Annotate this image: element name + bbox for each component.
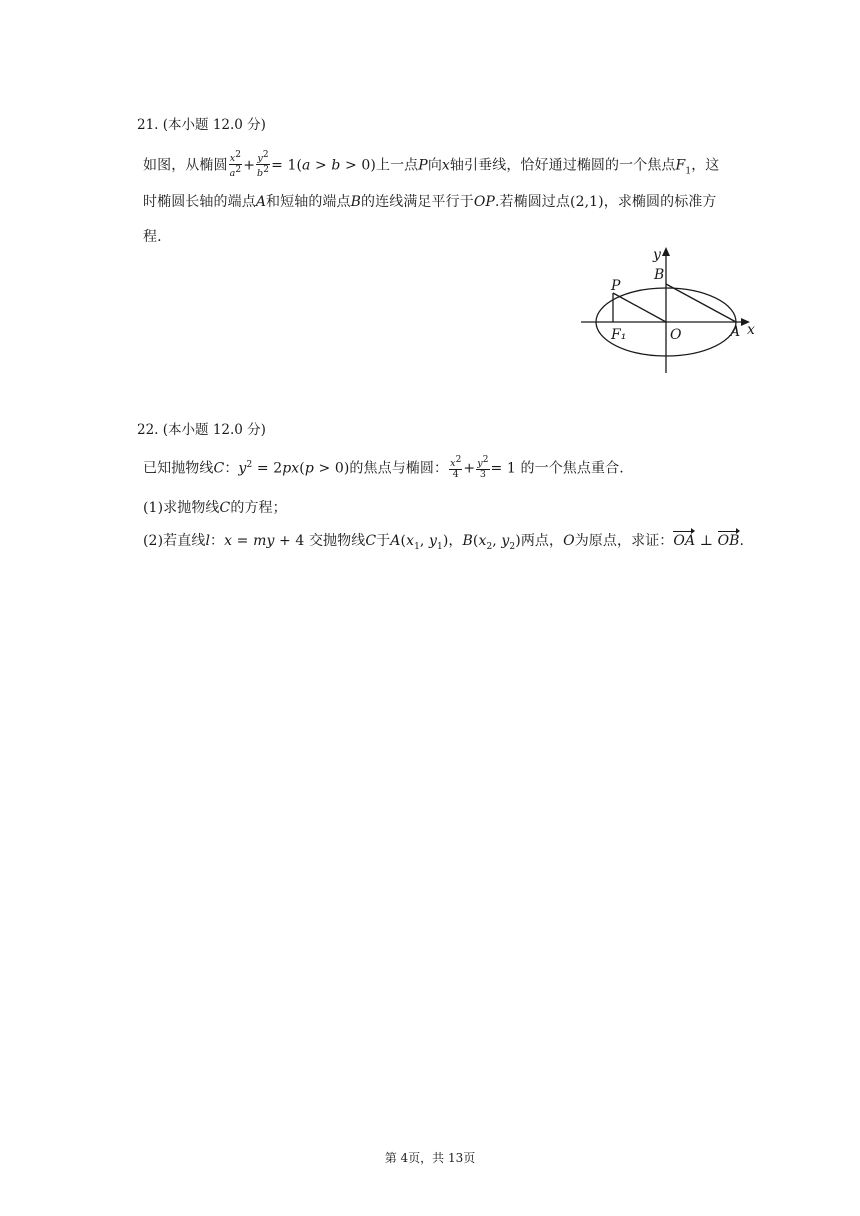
question-22-header: 22. (本小题 12.0 分): [137, 422, 266, 438]
question-21-header: 21. (本小题 12.0 分): [137, 117, 266, 133]
segment-op: [613, 293, 666, 322]
question-21-line-1: 如图，从椭圆 $\frac{x^2}{a^2}$ + $\frac{y^2}{b^2}$ = 1(a > b > 0)上一点P向x轴引垂线，恰好通过椭圆的一个焦点$F_1$，这: [143, 150, 720, 180]
question-22-line-1: 已知抛物线C：$y^2 = 2px(p > 0)$的焦点与椭圆： $\frac{x^2}{4}$ + $\frac{y^2}{3}$ = 1 的一个焦点重合.: [143, 455, 624, 481]
ellipse-figure: [578, 243, 778, 378]
y-axis-arrow: [662, 247, 670, 256]
label-x: x: [747, 322, 755, 338]
label-p: P: [611, 278, 621, 294]
label-o: O: [670, 327, 682, 343]
question-22-part-2: (2)若直线l：x = my + 4 交抛物线C于$A(x_1$, $y_1$)，$B(x_2$, $y_2$)两点，O为原点，求证：OA ⊥ OB.: [143, 533, 745, 552]
label-f1: F₁: [611, 327, 627, 343]
question-21-line-2: 时椭圆长轴的端点A和短轴的端点B的连线满足平行于OP.若椭圆过点(2,1)，求椭圆的标准方: [143, 194, 717, 210]
segment-ab: [666, 284, 736, 322]
question-22-part-1: (1)求抛物线C的方程；: [143, 500, 287, 516]
page-footer: 第 4页，共 13页: [384, 1151, 476, 1165]
label-b: B: [654, 267, 665, 283]
label-y: y: [653, 247, 661, 263]
label-a: A: [730, 324, 741, 340]
question-21-line-3: 程.: [143, 229, 162, 245]
